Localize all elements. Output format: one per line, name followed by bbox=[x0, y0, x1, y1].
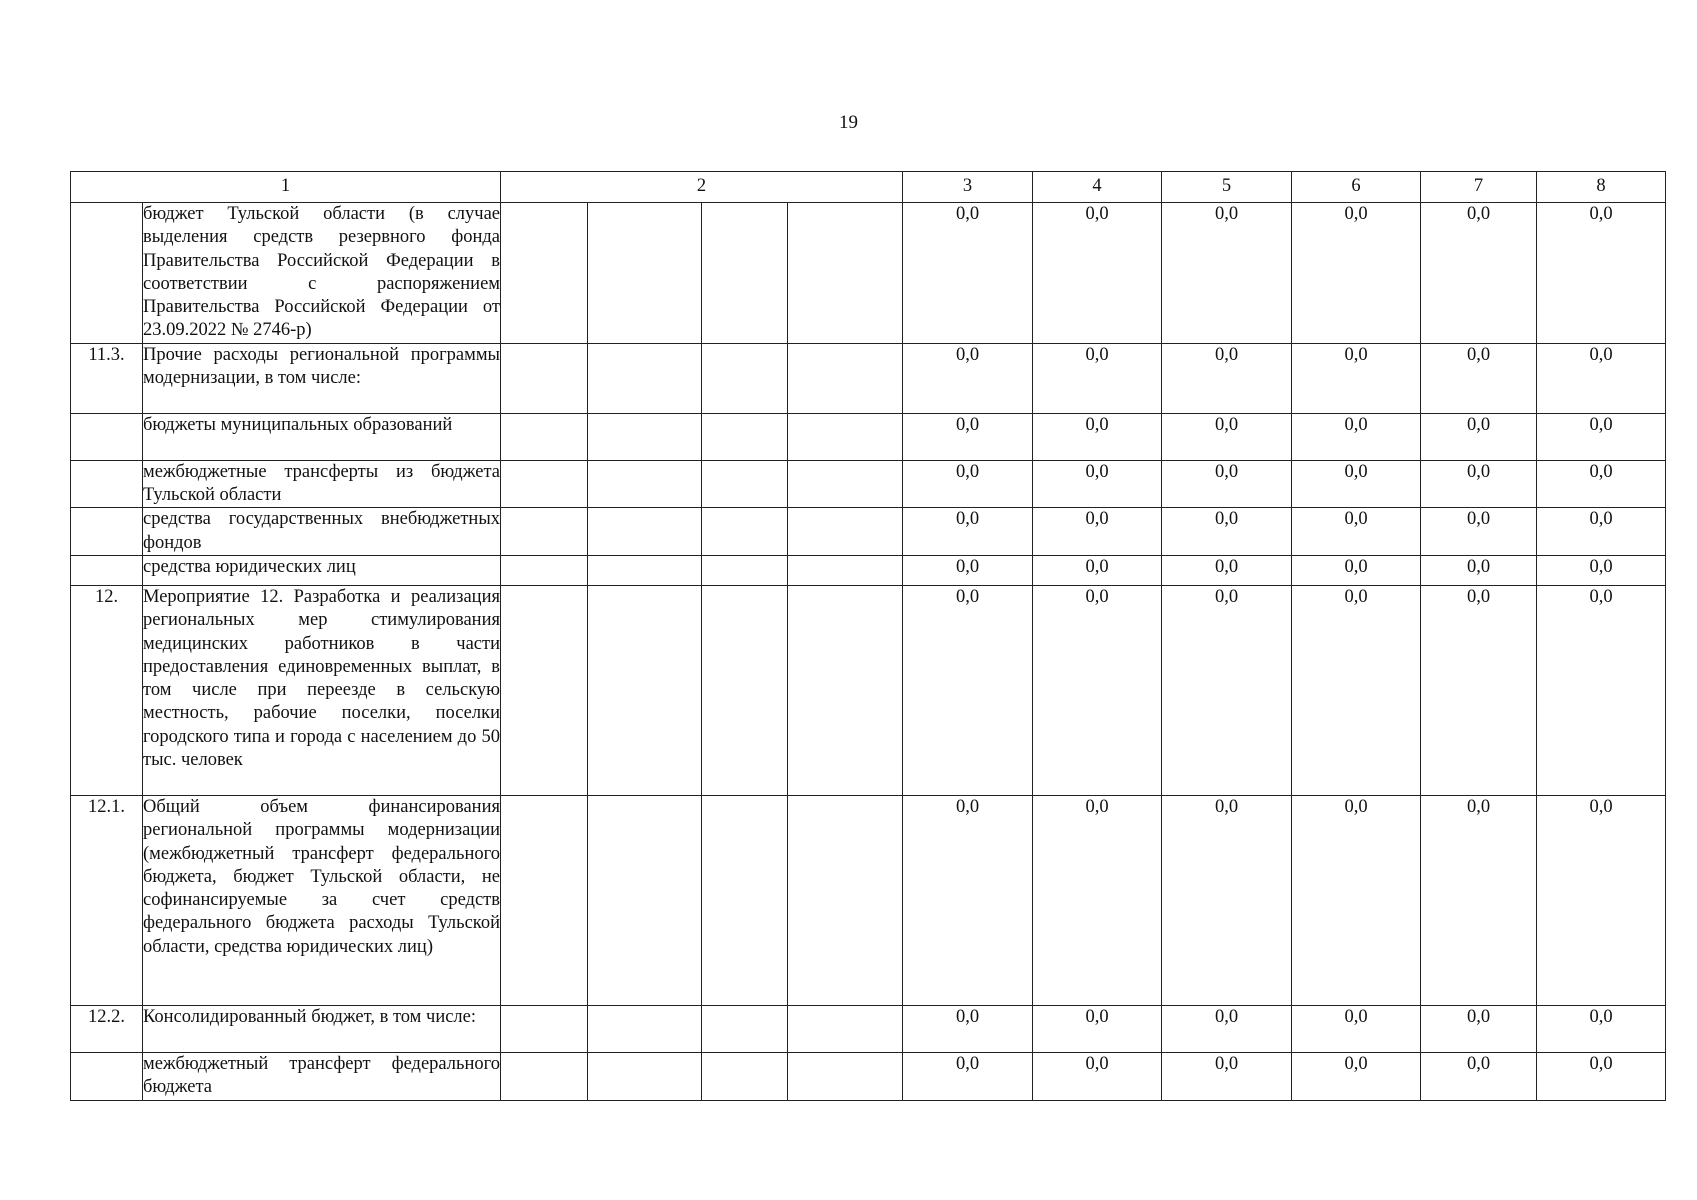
code-cell bbox=[788, 413, 903, 460]
value-cell: 0,0 bbox=[1537, 460, 1666, 508]
value-cell: 0,0 bbox=[1421, 1052, 1537, 1100]
value-cell: 0,0 bbox=[1292, 1005, 1421, 1052]
table-row bbox=[71, 1005, 1666, 1052]
code-cell bbox=[788, 1052, 903, 1100]
code-cell bbox=[588, 203, 702, 344]
value-cell: 0,0 bbox=[1421, 508, 1537, 556]
value-cell: 0,0 bbox=[1537, 555, 1666, 585]
value-cell: 0,0 bbox=[1421, 585, 1537, 795]
value-cell: 0,0 bbox=[1292, 343, 1421, 413]
code-cell bbox=[501, 795, 588, 1005]
code-cell bbox=[702, 555, 788, 585]
row-description: средства юридических лиц bbox=[143, 555, 501, 585]
value-cell: 0,0 bbox=[1421, 1005, 1537, 1052]
value-cell: 0,0 bbox=[1033, 460, 1162, 508]
row-number: 11.3. bbox=[71, 343, 143, 413]
row-description: средства государственных внебюджетных фондов bbox=[143, 508, 501, 556]
value-cell: 0,0 bbox=[1537, 585, 1666, 795]
value-cell: 0,0 bbox=[1162, 555, 1292, 585]
code-cell bbox=[788, 203, 903, 344]
row-number: 12. bbox=[71, 585, 143, 795]
code-cell bbox=[702, 795, 788, 1005]
code-cell bbox=[588, 795, 702, 1005]
row-description: межбюджетные трансферты из бюджета Тульской области bbox=[143, 460, 501, 508]
value-cell: 0,0 bbox=[1421, 203, 1537, 344]
code-cell bbox=[702, 508, 788, 556]
table-row bbox=[71, 460, 1666, 508]
code-cell bbox=[788, 795, 903, 1005]
code-cell bbox=[501, 343, 588, 413]
table-row bbox=[71, 585, 1666, 795]
value-cell: 0,0 bbox=[1292, 413, 1421, 460]
row-description: Прочие расходы региональной программы модернизации, в том числе: bbox=[143, 343, 501, 413]
header-col-1: 1 bbox=[71, 172, 501, 203]
code-cell bbox=[501, 508, 588, 556]
value-cell: 0,0 bbox=[1162, 413, 1292, 460]
code-cell bbox=[501, 1052, 588, 1100]
header-col-5: 5 bbox=[1162, 172, 1292, 203]
code-cell bbox=[702, 1052, 788, 1100]
row-number bbox=[71, 460, 143, 508]
value-cell: 0,0 bbox=[903, 508, 1033, 556]
financing-table bbox=[70, 171, 1666, 1101]
code-cell bbox=[702, 343, 788, 413]
value-cell: 0,0 bbox=[1421, 795, 1537, 1005]
value-cell: 0,0 bbox=[1033, 413, 1162, 460]
page-number: 19 bbox=[839, 112, 858, 133]
code-cell bbox=[588, 508, 702, 556]
code-cell bbox=[702, 460, 788, 508]
value-cell: 0,0 bbox=[1033, 1052, 1162, 1100]
code-cell bbox=[788, 343, 903, 413]
table-row bbox=[71, 203, 1666, 344]
value-cell: 0,0 bbox=[1033, 203, 1162, 344]
row-description: межбюджетный трансферт федерального бюджета bbox=[143, 1052, 501, 1100]
value-cell: 0,0 bbox=[1421, 460, 1537, 508]
value-cell: 0,0 bbox=[903, 1005, 1033, 1052]
value-cell: 0,0 bbox=[1033, 508, 1162, 556]
value-cell: 0,0 bbox=[1162, 795, 1292, 1005]
value-cell: 0,0 bbox=[1162, 1052, 1292, 1100]
code-cell bbox=[702, 413, 788, 460]
value-cell: 0,0 bbox=[1292, 555, 1421, 585]
table-row bbox=[71, 343, 1666, 413]
value-cell: 0,0 bbox=[903, 795, 1033, 1005]
code-cell bbox=[501, 585, 588, 795]
header-col-7: 7 bbox=[1421, 172, 1537, 203]
value-cell: 0,0 bbox=[1033, 555, 1162, 585]
value-cell: 0,0 bbox=[1537, 203, 1666, 344]
code-cell bbox=[788, 460, 903, 508]
row-number bbox=[71, 1052, 143, 1100]
value-cell: 0,0 bbox=[903, 203, 1033, 344]
row-number bbox=[71, 413, 143, 460]
value-cell: 0,0 bbox=[1292, 585, 1421, 795]
code-cell bbox=[501, 1005, 588, 1052]
code-cell bbox=[788, 585, 903, 795]
value-cell: 0,0 bbox=[1421, 555, 1537, 585]
header-col-4: 4 bbox=[1033, 172, 1162, 203]
value-cell: 0,0 bbox=[1033, 585, 1162, 795]
row-description: Мероприятие 12. Разработка и реализация региональных мер стимулирования медицинских работников в части предоставления единовременных выплат, в том числе при переезде в сельскую местность, рабочие поселки, поселки городского типа и города с населением до 50 тыс. человек bbox=[143, 585, 501, 795]
code-cell bbox=[588, 460, 702, 508]
code-cell bbox=[702, 1005, 788, 1052]
value-cell: 0,0 bbox=[1537, 1052, 1666, 1100]
code-cell bbox=[588, 585, 702, 795]
header-col-2: 2 bbox=[501, 172, 903, 203]
value-cell: 0,0 bbox=[1292, 1052, 1421, 1100]
table-row bbox=[71, 795, 1666, 1005]
value-cell: 0,0 bbox=[1292, 203, 1421, 344]
code-cell bbox=[788, 508, 903, 556]
table-row bbox=[71, 555, 1666, 585]
value-cell: 0,0 bbox=[1162, 460, 1292, 508]
code-cell bbox=[702, 203, 788, 344]
value-cell: 0,0 bbox=[1292, 460, 1421, 508]
code-cell bbox=[501, 555, 588, 585]
value-cell: 0,0 bbox=[903, 343, 1033, 413]
value-cell: 0,0 bbox=[1162, 1005, 1292, 1052]
value-cell: 0,0 bbox=[1537, 1005, 1666, 1052]
header-col-8: 8 bbox=[1537, 172, 1666, 203]
value-cell: 0,0 bbox=[1033, 795, 1162, 1005]
code-cell bbox=[501, 460, 588, 508]
code-cell bbox=[588, 413, 702, 460]
value-cell: 0,0 bbox=[1537, 508, 1666, 556]
code-cell bbox=[588, 1005, 702, 1052]
row-number: 12.2. bbox=[71, 1005, 143, 1052]
value-cell: 0,0 bbox=[1537, 413, 1666, 460]
row-description: Общий объем финансирования региональной программы модернизации (межбюджетный трансферт федерального бюджета, бюджет Тульской области, не софинансируемые за счет средств федерального бюджета расходы Тульской области, средства юридических лиц) bbox=[143, 795, 501, 1005]
value-cell: 0,0 bbox=[1162, 508, 1292, 556]
table-row bbox=[71, 413, 1666, 460]
code-cell bbox=[702, 585, 788, 795]
value-cell: 0,0 bbox=[1162, 203, 1292, 344]
row-description: бюджет Тульской области (в случае выделения средств резервного фонда Правительства Российской Федерации в соответствии с распоряжением Правительства Российской Федерации от 23.09.2022 № 2746-р) bbox=[143, 203, 501, 344]
code-cell bbox=[588, 1052, 702, 1100]
row-number bbox=[71, 508, 143, 556]
value-cell: 0,0 bbox=[1537, 795, 1666, 1005]
value-cell: 0,0 bbox=[903, 585, 1033, 795]
row-number: 12.1. bbox=[71, 795, 143, 1005]
value-cell: 0,0 bbox=[1421, 413, 1537, 460]
row-number bbox=[71, 555, 143, 585]
value-cell: 0,0 bbox=[1162, 343, 1292, 413]
value-cell: 0,0 bbox=[1292, 508, 1421, 556]
value-cell: 0,0 bbox=[1537, 343, 1666, 413]
value-cell: 0,0 bbox=[903, 555, 1033, 585]
header-col-3: 3 bbox=[903, 172, 1033, 203]
header-col-6: 6 bbox=[1292, 172, 1421, 203]
value-cell: 0,0 bbox=[1033, 1005, 1162, 1052]
table-row bbox=[71, 1052, 1666, 1100]
row-description: Консолидированный бюджет, в том числе: bbox=[143, 1005, 501, 1052]
value-cell: 0,0 bbox=[1162, 585, 1292, 795]
code-cell bbox=[588, 555, 702, 585]
code-cell bbox=[788, 555, 903, 585]
value-cell: 0,0 bbox=[1292, 795, 1421, 1005]
table-row bbox=[71, 508, 1666, 556]
code-cell bbox=[588, 343, 702, 413]
value-cell: 0,0 bbox=[1033, 343, 1162, 413]
value-cell: 0,0 bbox=[1421, 343, 1537, 413]
value-cell: 0,0 bbox=[903, 413, 1033, 460]
value-cell: 0,0 bbox=[903, 460, 1033, 508]
row-number bbox=[71, 203, 143, 344]
code-cell bbox=[788, 1005, 903, 1052]
row-description: бюджеты муниципальных образований bbox=[143, 413, 501, 460]
code-cell bbox=[501, 203, 588, 344]
value-cell: 0,0 bbox=[903, 1052, 1033, 1100]
header-row bbox=[71, 172, 1666, 203]
code-cell bbox=[501, 413, 588, 460]
